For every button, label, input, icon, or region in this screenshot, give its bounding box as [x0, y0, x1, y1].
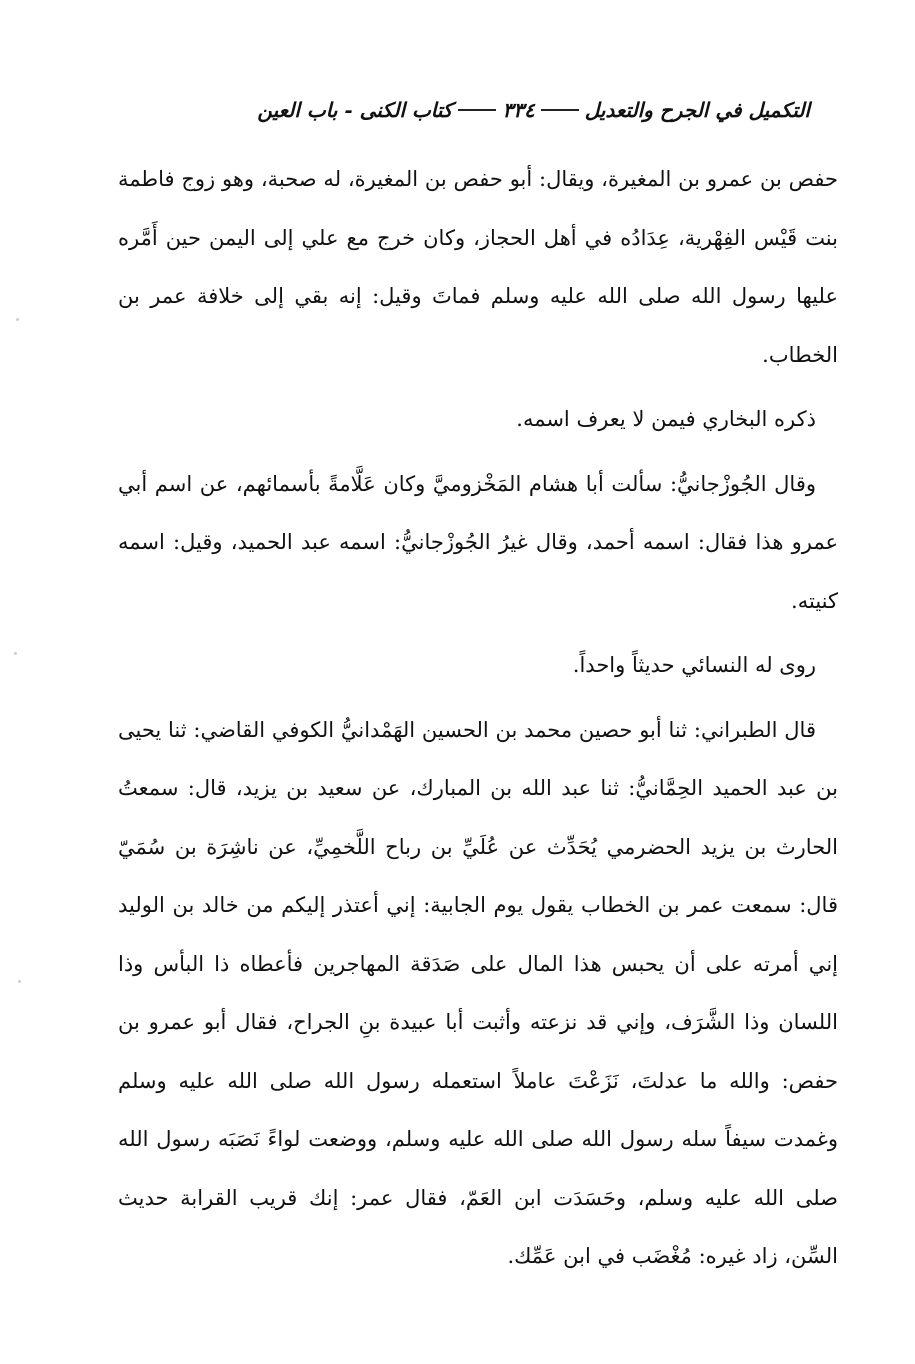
header-section-title: كتاب الكنى - باب العين: [257, 98, 453, 122]
running-header: [150, 88, 810, 132]
header-dash-separator: [541, 109, 579, 111]
header-dash-separator: [458, 109, 496, 111]
scan-speck: [14, 652, 17, 655]
paragraph-biography: حفص بن عمرو بن المغيرة، ويقال: أبو حفص بن المغيرة، له صحبة، وهو زوج فاطمة بنت قَيْس الفِهْرية، عِدَادُه في أهل الحجاز، وكان خرج مع علي إلى اليمن حين أَمَّره عليها رسول الله صلى الله عليه وسلم فماتَ وقيل: إنه بقي إلى خلافة عمر بن الخطاب.: [118, 167, 838, 367]
page-body: [118, 150, 838, 1286]
paragraph-tabarani-narration: قال الطبراني: ثنا أبو حصين محمد بن الحسين الهَمْدانيُّ الكوفي القاضي: ثنا يحيى بن عبد الحميد الحِمَّانيُّ: ثنا عبد الله بن المبارك، عن سعيد بن يزيد، قال: سمعتُ الحارث بن يزيد الحضرمي يُحَدِّث عن عُلَيِّ بن رباح اللَّخمِيِّ، عن ناشِرَة بن سُمَيّ قال: سمعت عمر بن الخطاب يقول يوم الجابية: إني أعتذر إليكم من خالد بن الوليد إني أمرته على أن يحبس هذا المال على صَدَقة المهاجرين فأعطاه ذا البأس وذا اللسان وذا الشَّرَف، وإني قد نزعته وأثبت أبا عبيدة بنِ الجراح، فقال أبو عمرو بن حفص: والله ما عدلتَ، نَزَعْتَ عاملاً استعمله رسول الله صلى الله عليه وسلم وغمدت سيفاً سله رسول الله صلى الله عليه وسلم، ووضعت لواءً نَصَبَه رسول الله صلى الله عليه وسلم، وحَسَدَت ابن العَمّ، فقال عمر: إنك قريب القرابة حديث السِّن، زاد غيره: مُغْضَب في ابن عَمِّك.: [118, 717, 838, 1268]
scan-speck: [18, 980, 21, 983]
scan-speck: [16, 318, 19, 321]
paragraph-name-discussion: وقال الجُوزْجانيُّ: سألت أبا هشام المَخْزوميَّ وكان عَلَّامةً بأسمائهم، عن اسم أبي عمرو هذا فقال: اسمه أحمد، وقال غيرُ الجُوزْجانيُّ: اسمه عبد الحميد، وقيل: اسمه كنيته.: [118, 471, 838, 613]
header-page-number: ٣٣٤: [502, 98, 535, 122]
header-book-title: التكميل في الجرح والتعديل: [584, 98, 810, 122]
paragraph-bukhari-note: ذكره البخاري فيمن لا يعرف اسمه.: [516, 407, 816, 431]
paragraph-nasai-note: روى له النسائي حديثاً واحداً.: [572, 653, 816, 677]
